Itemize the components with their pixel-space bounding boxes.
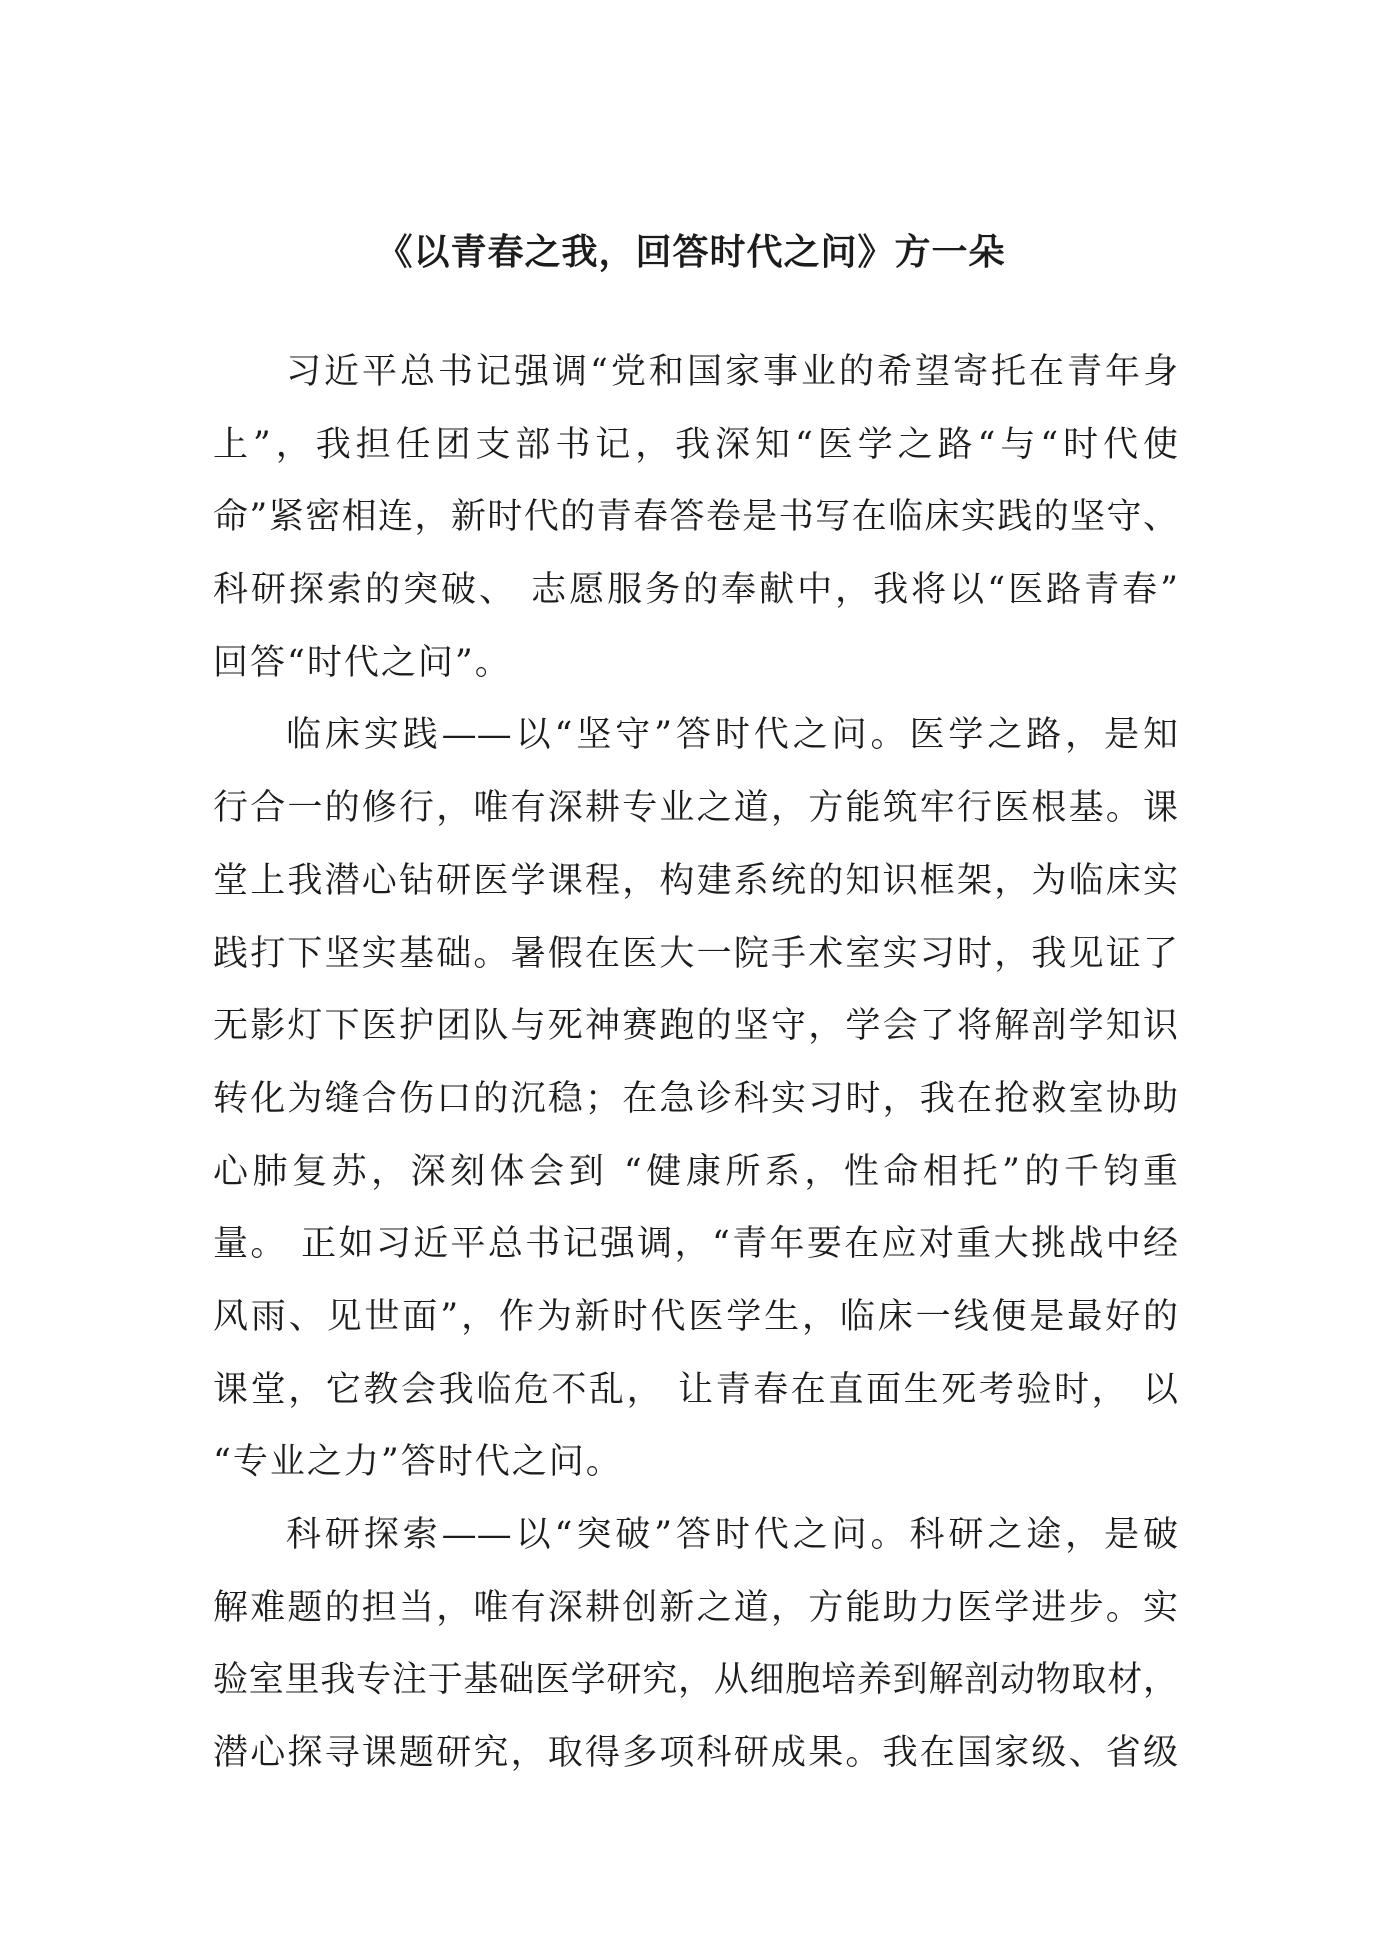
paragraph (213, 1499, 1178, 1790)
document-body (213, 336, 1178, 1790)
text-line: 回答“时代之问”。 (213, 642, 512, 683)
text-line: 科研探索——以“突破”答时代之问。科研之途，是破 (286, 1515, 1178, 1555)
text-line: 科研探索的突破、 志愿服务的奉献中，我将以“医路青春” (213, 570, 1178, 611)
text-line: 践打下坚实基础。暑假在医大一院手术室实习时，我见证了 (213, 933, 1178, 974)
document-title: 《以青春之我，回答时代之问》方一朵 (376, 231, 1006, 273)
text-line: 堂上我潜心钻研医学课程，构建系统的知识框架，为临床实 (213, 860, 1178, 901)
paragraph (213, 336, 1178, 699)
text-line: 量。 正如习近平总书记强调，“青年要在应对重大挑战中经 (213, 1224, 1178, 1265)
text-line: 命”紧密相连，新时代的青春答卷是书写在临床实践的坚守、 (213, 497, 1178, 538)
text-line: 风雨、见世面”，作为新时代医学生，临床一线便是最好的 (213, 1296, 1178, 1337)
text-line: 验室里我专注于基础医学研究，从细胞培养到解剖动物取材， (213, 1660, 1178, 1701)
text-line: 无影灯下医护团队与死神赛跑的坚守，学会了将解剖学知识 (213, 1006, 1178, 1047)
text-line: 心肺复苏，深刻体会到 “健康所系，性命相托”的千钧重 (213, 1151, 1178, 1192)
text-line: 行合一的修行，唯有深耕专业之道，方能筑牢行医根基。课 (213, 788, 1178, 829)
text-line: “专业之力”答时代之问。 (213, 1442, 623, 1483)
text-line: 转化为缝合伤口的沉稳；在急诊科实习时，我在抢救室协助 (213, 1078, 1178, 1119)
paragraph (213, 699, 1178, 1499)
text-line: 课堂，它教会我临危不乱， 让青春在直面生死考验时， 以 (213, 1369, 1178, 1410)
text-line: 习近平总书记强调“党和国家事业的希望寄托在青年身 (286, 352, 1178, 392)
text-line: 上”，我担任团支部书记，我深知“医学之路“与“时代使 (213, 424, 1178, 465)
text-line: 潜心探寻课题研究，取得多项科研成果。我在国家级、省级 (213, 1733, 1178, 1774)
text-line: 临床实践——以“坚守”答时代之问。医学之路，是知 (286, 715, 1178, 756)
text-line: 解难题的担当，唯有深耕创新之道，方能助力医学进步。实 (213, 1587, 1178, 1628)
